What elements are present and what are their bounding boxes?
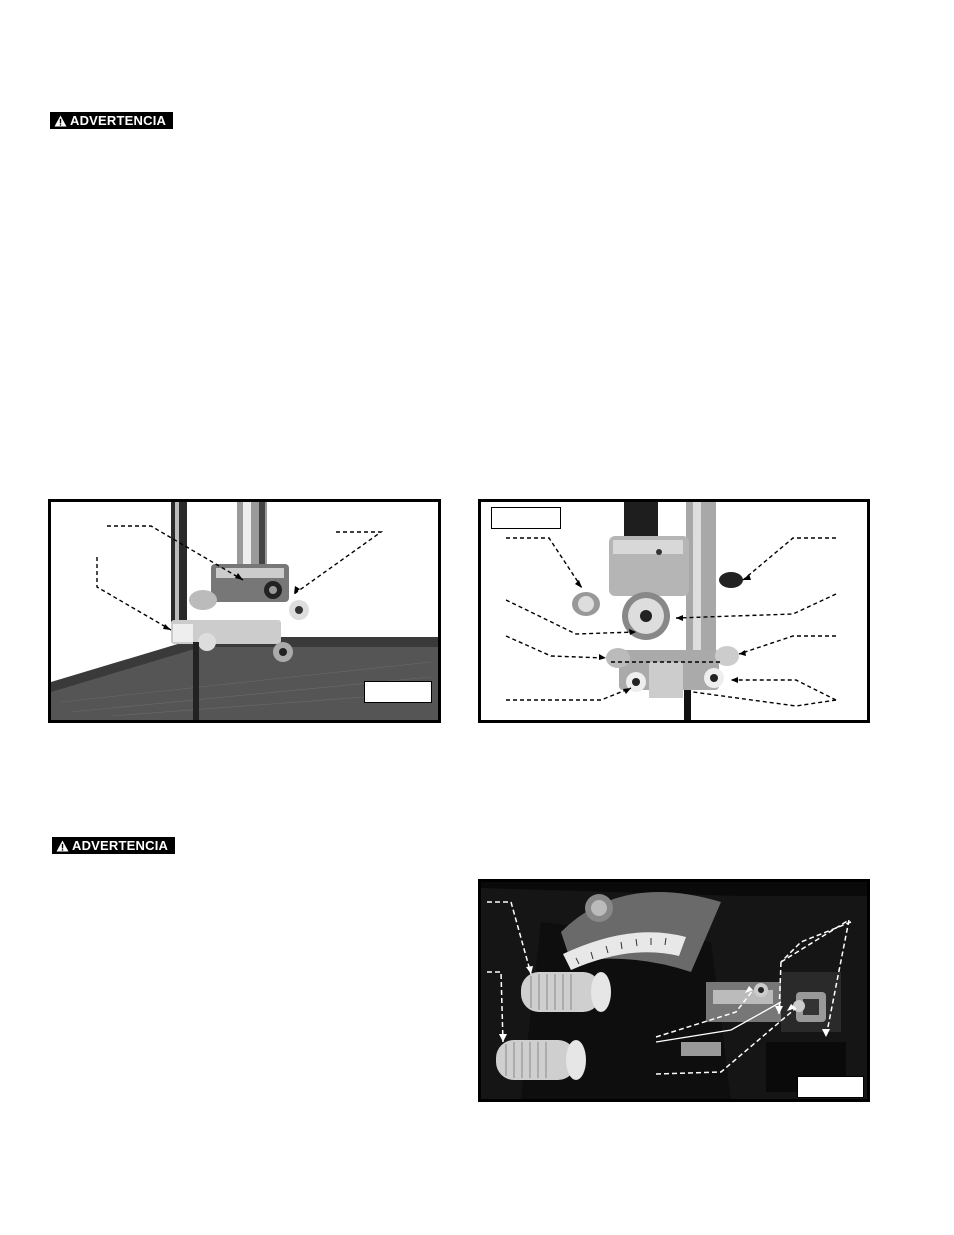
upper-guide-front-photo <box>481 502 867 720</box>
figure-upper-guide-side <box>48 499 441 723</box>
table-trunnion-photo <box>481 882 867 1099</box>
figure-label-box <box>797 1076 864 1098</box>
figure-label-box <box>364 681 432 703</box>
figure-label-box <box>491 507 561 529</box>
warning-label: ADVERTENCIA <box>70 113 167 128</box>
warning-label: ADVERTENCIA <box>72 838 169 853</box>
warning-triangle-icon <box>56 840 69 852</box>
warning-triangle-icon <box>54 115 67 127</box>
warning-badge-1 <box>50 112 173 129</box>
figure-table-trunnion <box>478 879 870 1102</box>
warning-badge-2 <box>52 837 175 854</box>
figure-upper-guide-front <box>478 499 870 723</box>
